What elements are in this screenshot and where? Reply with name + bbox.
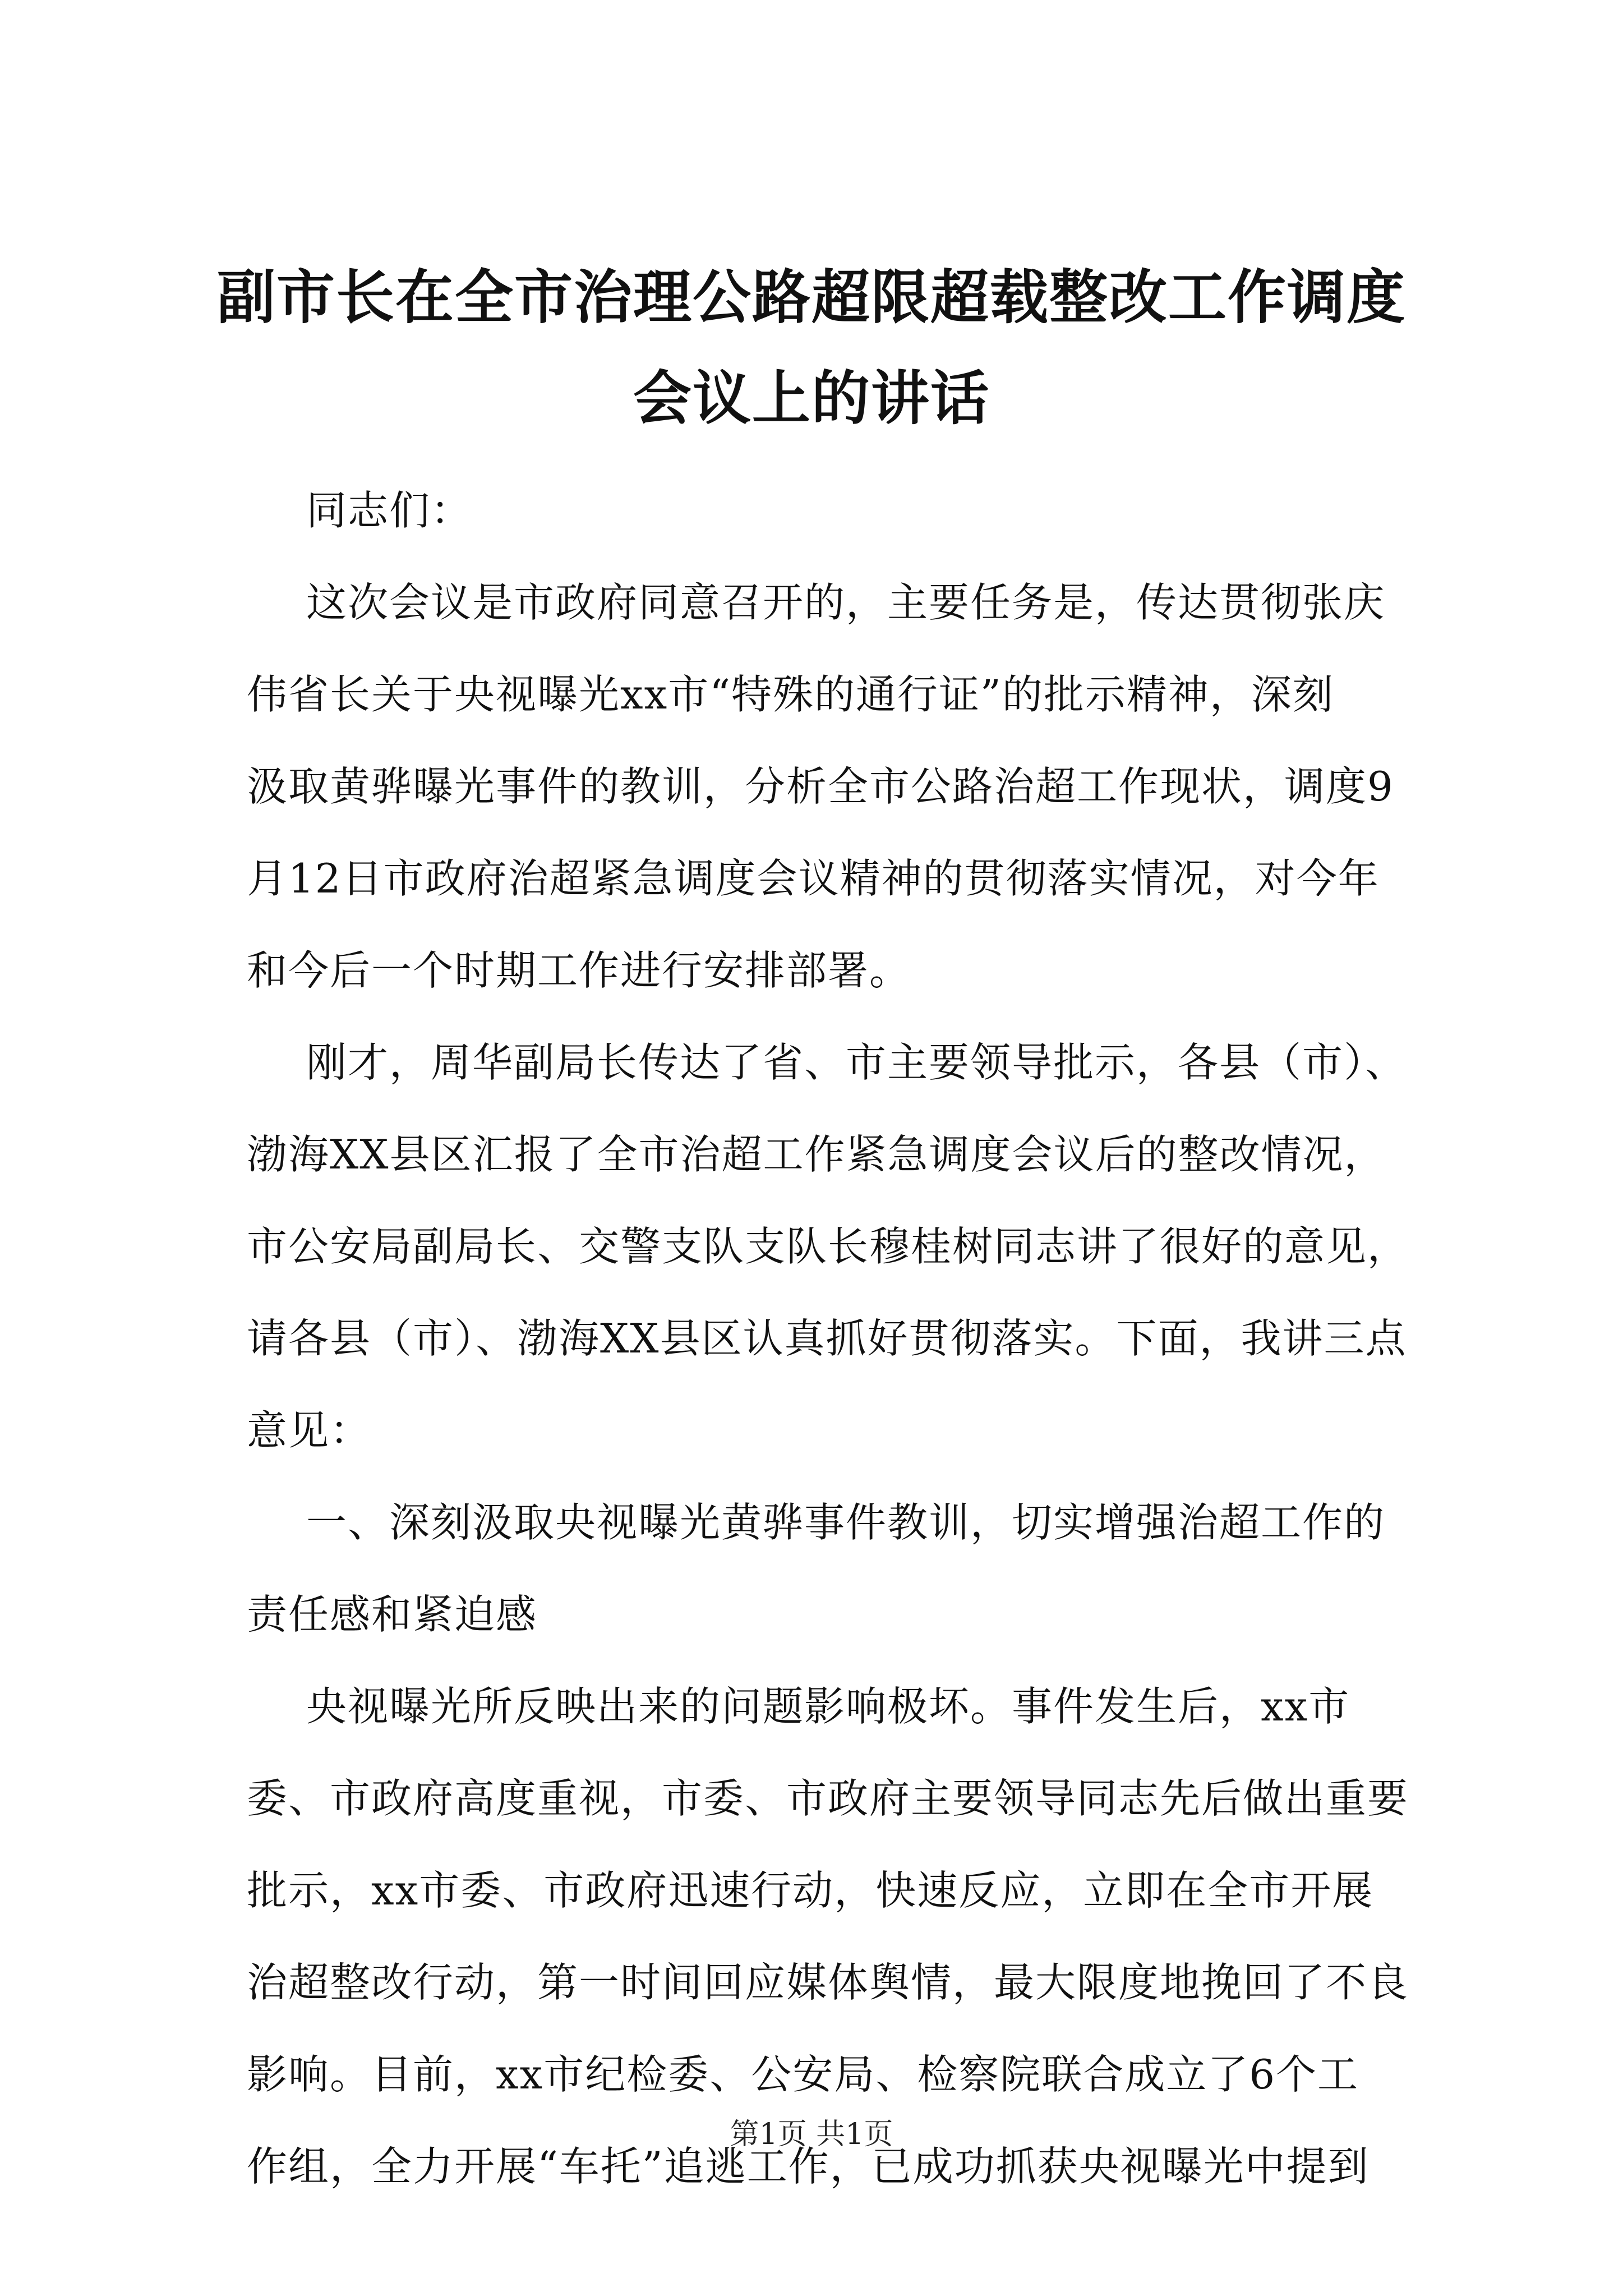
body-line: 刚才，周华副局长传达了省、市主要领导批示，各县（市）、 <box>306 1039 1407 1086</box>
title-line-2: 会议上的讲话 <box>633 364 990 432</box>
body-line: 和今后一个时期工作进行安排部署。 <box>247 947 911 994</box>
body-line: 汲取黄骅曝光事件的教训，分析全市公路治超工作现状，调度9 <box>247 763 1394 810</box>
title-line-1: 副市长在全市治理公路超限超载整改工作调度 <box>216 263 1406 332</box>
body-line: 责任感和紧迫感 <box>247 1591 538 1638</box>
body-line: 市公安局副局长、交警支队支队长穆桂树同志讲了很好的意见， <box>247 1223 1409 1270</box>
body-line: 这次会议是市政府同意召开的，主要任务是，传达贯彻张庆 <box>306 579 1386 626</box>
body-line: 意见： <box>247 1407 372 1454</box>
body-line: 影响。目前，xx市纪检委、公安局、检察院联合成立了6个工 <box>247 2051 1359 2098</box>
body-line: 一、深刻汲取央视曝光黄骅事件教训，切实增强治超工作的 <box>306 1499 1386 1546</box>
body-line: 作组，全力开展“车托”追逃工作，已成功抓获央视曝光中提到 <box>247 2143 1370 2190</box>
body-line: 伟省长关于央视曝光xx市“特殊的通行证”的批示精神，深刻 <box>247 671 1334 718</box>
body-line: 渤海XX县区汇报了全市治超工作紧急调度会议后的整改情况， <box>247 1131 1386 1178</box>
body-line: 央视曝光所反映出来的问题影响极坏。事件发生后，xx市 <box>306 1683 1350 1730</box>
document-body <box>247 464 1436 2212</box>
document-title <box>168 247 1455 449</box>
body-line: 月12日市政府治超紧急调度会议精神的贯彻落实情况，对今年 <box>247 855 1380 902</box>
body-line: 委、市政府高度重视，市委、市政府主要领导同志先后做出重要 <box>247 1775 1409 1822</box>
page-footer: 第1页 共1页 <box>730 2118 893 2151</box>
body-line: 请各县（市）、渤海XX县区认真抓好贯彻落实。下面，我讲三点 <box>247 1315 1407 1362</box>
body-line: 同志们： <box>306 487 473 534</box>
body-line: 批示，xx市委、市政府迅速行动，快速反应，立即在全市开展 <box>247 1867 1374 1914</box>
body-line: 治超整改行动，第一时间回应媒体舆情，最大限度地挽回了不良 <box>247 1959 1409 2006</box>
